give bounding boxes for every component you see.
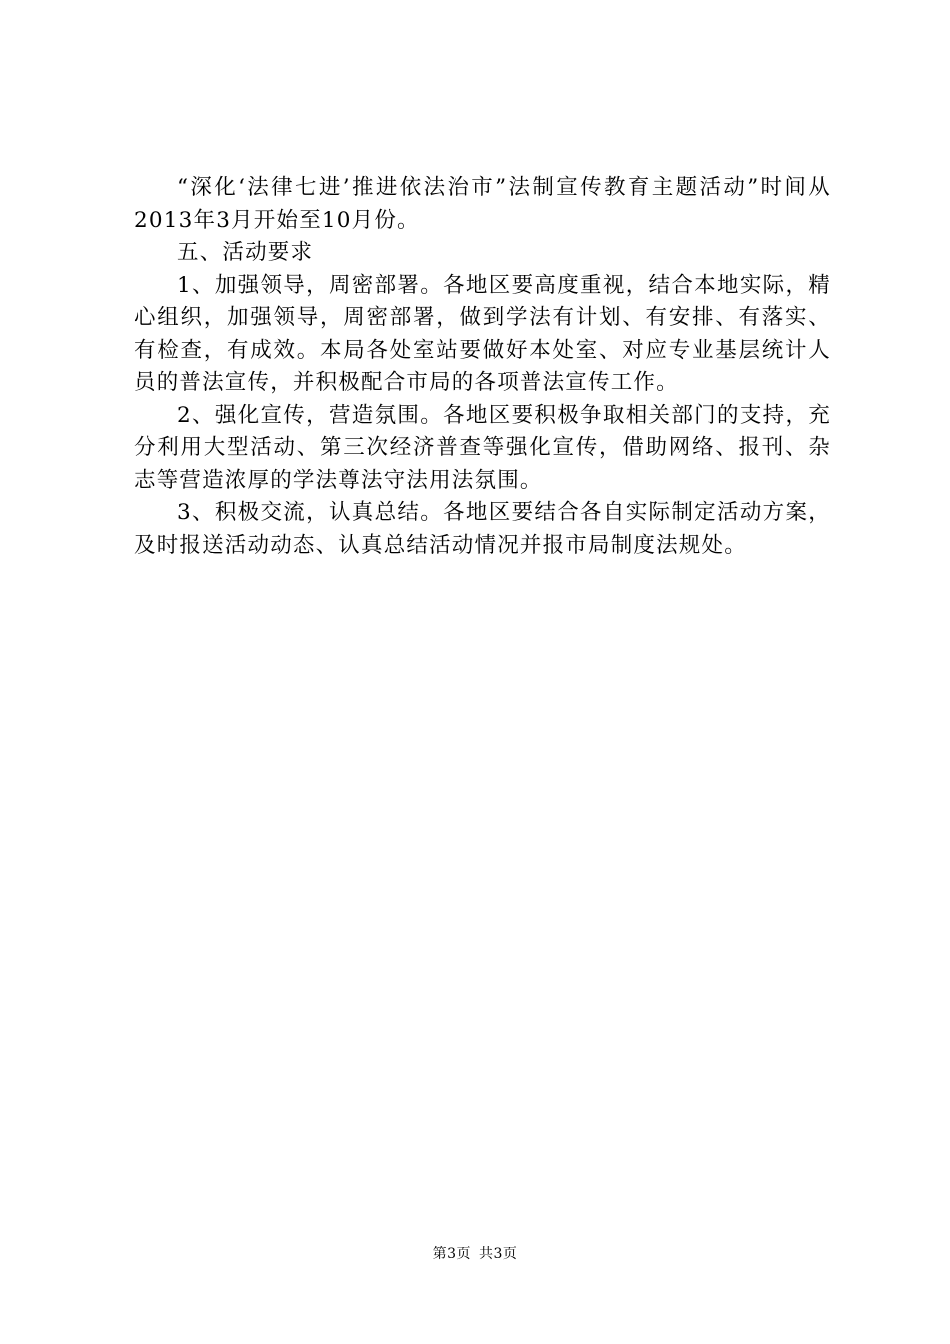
paragraph-requirement-3: 3、积极交流，认真总结。各地区要结合各自实际制定活动方案，及时报送活动动态、认真总结活动情况并报市局制度法规处。 [134, 500, 831, 558]
page-total: 共3页 [479, 1246, 518, 1262]
paragraph-requirement-1: 1、加强领导，周密部署。各地区要高度重视，结合本地实际，精心组织，加强领导，周密部署，做到学法有计划、有安排、有落实、有检查，有成效。本局各处室站要做好本处室、对应专业基层统计人员的普法宣传，并积极配合市局的各项普法宣传工作。 [134, 272, 831, 395]
section-heading-requirements: 五、活动要求 [177, 240, 314, 265]
page-footer [0, 1244, 950, 1264]
page-number: 第3页 [432, 1246, 471, 1262]
document-body [134, 172, 831, 562]
paragraph-requirement-2: 2、强化宣传，营造氛围。各地区要积极争取相关部门的支持，充分利用大型活动、第三次经济普查等强化宣传，借助网络、报刊、杂志等营造浓厚的学法尊法守法用法氛围。 [134, 402, 831, 493]
paragraph-activity-period: “深化‘法律七进’推进依法治市”法制宣传教育主题活动”时间从2013年3月开始至10月份。 [134, 175, 831, 233]
